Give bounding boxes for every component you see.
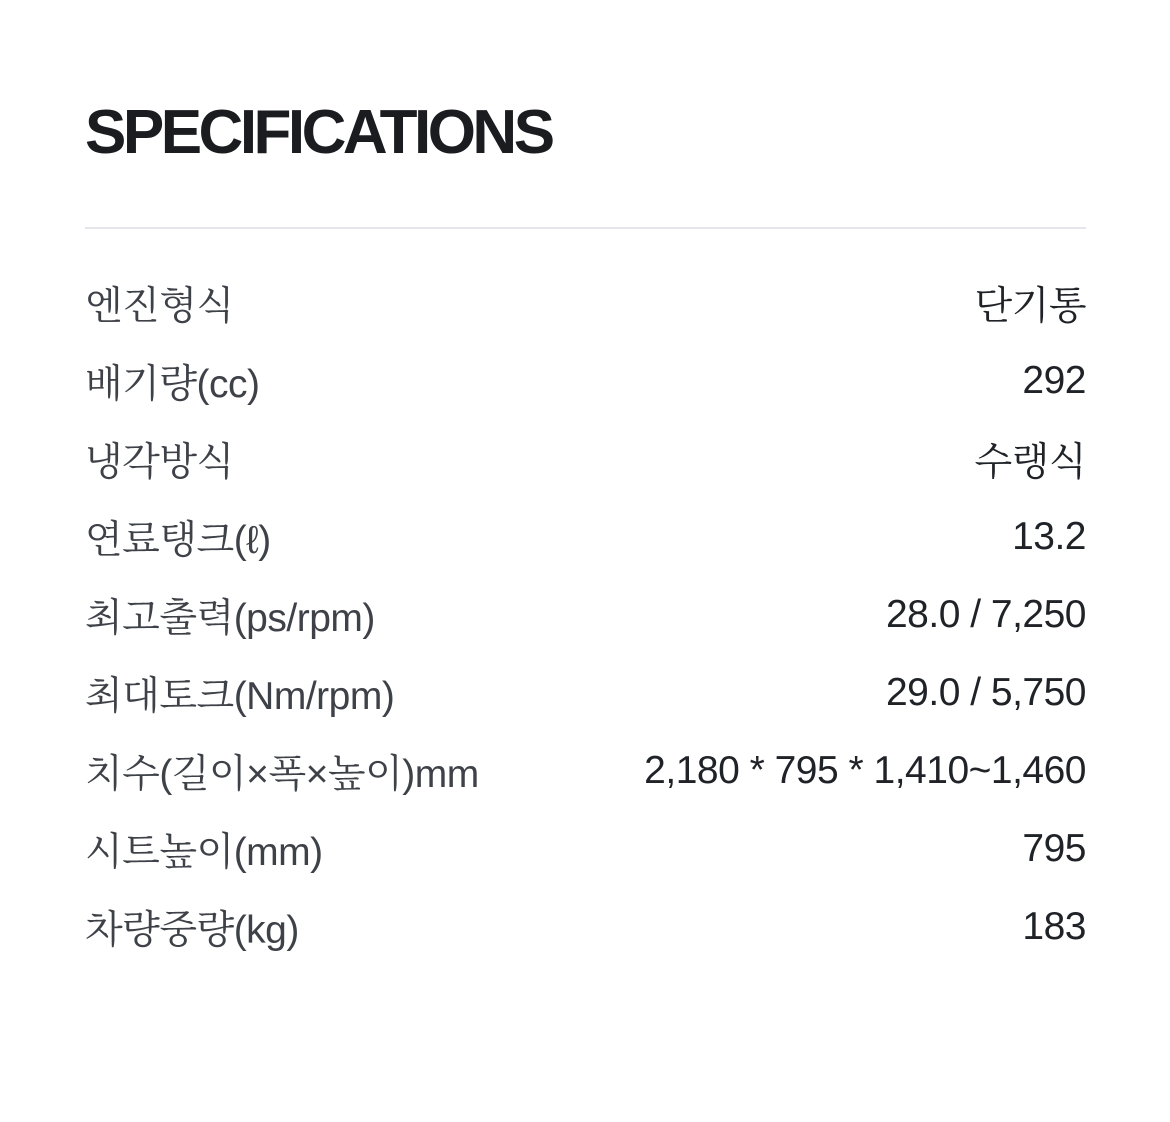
spec-label: 차량중량(kg) [85,909,299,952]
spec-value: 13.2 [1012,515,1086,558]
spec-row-seat-height [85,810,1086,888]
spec-row-max-torque [85,654,1086,732]
spec-row-engine-type [85,264,1086,342]
spec-label: 치수(길이×폭×높이)mm [85,753,479,796]
spec-row-vehicle-weight [85,888,1086,966]
spec-label: 배기량(cc) [85,363,260,406]
spec-label: 최대토크(Nm/rpm) [85,675,395,718]
spec-value: 183 [1022,905,1086,948]
spec-label: 시트높이(mm) [85,831,323,874]
spec-value: 292 [1022,359,1086,402]
spec-value: 단기통 [974,285,1086,328]
page-title: SPECIFICATIONS [85,98,552,167]
spec-row-fuel-tank [85,498,1086,576]
spec-value: 29.0 / 5,750 [885,671,1086,714]
spec-value: 28.0 / 7,250 [885,593,1086,636]
spec-row-max-power [85,576,1086,654]
spec-label: 엔진형식 [85,285,234,328]
section-divider [85,227,1086,229]
spec-value: 수랭식 [974,441,1086,484]
spec-label: 최고출력(ps/rpm) [85,597,375,640]
spec-label: 연료탱크(ℓ) [85,519,271,562]
spec-row-dimensions [85,732,1086,810]
spec-row-cooling [85,420,1086,498]
spec-value: 2,180 * 795 * 1,410~1,460 [644,749,1086,792]
spec-row-displacement [85,342,1086,420]
spec-value: 795 [1022,827,1086,870]
spec-table [85,264,1086,966]
spec-label: 냉각방식 [85,441,234,484]
